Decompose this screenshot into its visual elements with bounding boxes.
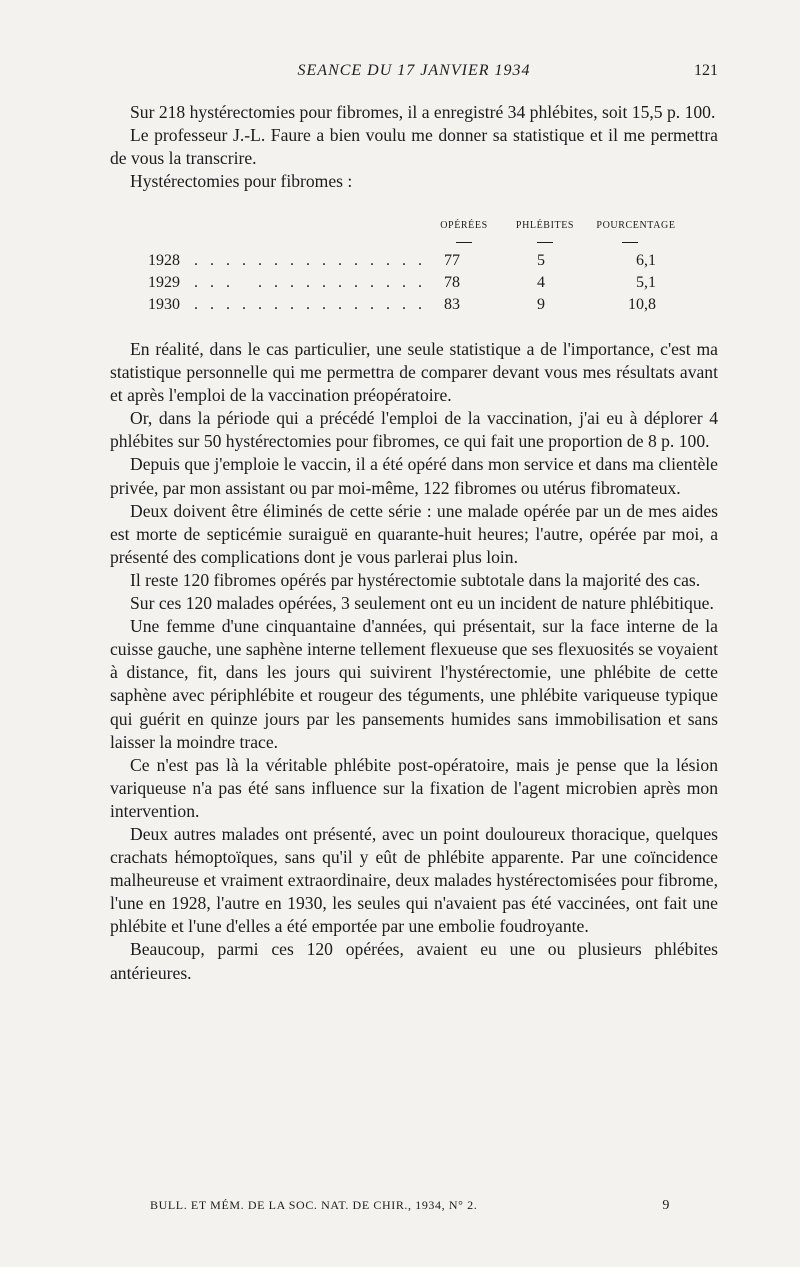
main-text <box>110 338 718 985</box>
paragraph: Il reste 120 fibromes opérés par hystérectomie subtotale dans la majorité des cas. <box>130 569 701 590</box>
leader-dots: . . . . . . . . . . . . . . . <box>194 252 426 269</box>
row-phlebites: 4 <box>537 274 545 291</box>
paragraph: Le professeur J.-L. Faure a bien voulu me donner sa statistique et il me permettra de vous la transcrire. <box>110 125 718 169</box>
row-pourcentage: 6,1 <box>636 252 656 269</box>
paragraph: Depuis que j'emploie le vaccin, il a été opéré dans mon service et dans ma clientèle privée, par mon assistant ou par moi-même, 122 fibromes ou utérus fibromateux. <box>110 454 718 498</box>
paragraph: Une femme d'une cinquantaine d'années, qui présentait, sur la face interne de la cuisse gauche, une saphène interne tellement flexueuse que ses flexuosités se voyaient à distance, fit, dans les jours qui suivirent l'hystérectomie, une phlébite de cette saphène avec périphlébite et rougeur des téguments, une phlébite variqueuse typique qui guérit en quinze jours par les pansements humides sans immobilisation et sans laisser la moindre trace. <box>110 616 718 752</box>
row-phlebites: 9 <box>537 296 545 313</box>
running-title: SEANCE DU 17 JANVIER 1934 <box>297 62 531 79</box>
row-pourcentage: 10,8 <box>628 296 656 313</box>
column-header-operees: OPÉRÉES <box>440 220 488 231</box>
column-rule <box>537 242 553 243</box>
table-row <box>110 252 718 274</box>
paragraph: En réalité, dans le cas particulier, une seule statistique a de l'importance, c'est ma statistique personnelle qui me permettra de comparer devant vous mes résultats avant et après l'emploi de la vaccination préopératoire. <box>110 339 718 406</box>
row-operees: 77 <box>444 252 460 269</box>
leader-dots: . . . . . . . . . . . . . . . <box>194 296 426 313</box>
row-pourcentage: 5,1 <box>636 274 656 291</box>
row-operees: 78 <box>444 274 460 291</box>
signature-mark: 9 <box>662 1198 670 1213</box>
row-year: 1930 <box>148 296 180 313</box>
footer <box>150 1198 670 1218</box>
intro-text <box>110 101 718 193</box>
running-head <box>110 60 718 84</box>
table-row <box>110 274 718 296</box>
paragraph: Sur 218 hystérectomies pour fibromes, il a enregistré 34 phlébites, soit 15,5 p. 100. <box>130 102 716 122</box>
row-year: 1928 <box>148 252 180 269</box>
paragraph: Deux doivent être éliminés de cette série : une malade opérée par un de mes aides est morte de septicémie suraiguë en quarante-huit heures; l'autre, opérée par moi, a présenté des complications dont je vous parlerai plus loin. <box>110 500 718 567</box>
page-number: 121 <box>694 62 718 79</box>
paragraph: Ce n'est pas là la véritable phlébite post-opératoire, mais je pense que la lésion variqueuse n'a pas été sans influence sur la fixation de l'agent microbien après mon intervention. <box>110 754 718 821</box>
column-header-pourcentage: POURCENTAGE <box>596 220 676 231</box>
row-year: 1929 <box>148 274 180 291</box>
leader-dots: . . . . . . . . . . . . . . <box>194 274 426 291</box>
row-phlebites: 5 <box>537 252 545 269</box>
paragraph: Or, dans la période qui a précédé l'emploi de la vaccination, j'ai eu à déplorer 4 phlébites sur 50 hystérectomies pour fibromes, ce qui fait une proportion de 8 p. 100. <box>110 408 718 452</box>
column-header-phlebites: PHLÉBITES <box>515 220 575 231</box>
table-row <box>110 296 718 318</box>
paragraph: Beaucoup, parmi ces 120 opérées, avaient eu une ou plusieurs phlébites antérieures. <box>110 939 718 983</box>
table-caption: Hystérectomies pour fibromes : <box>130 171 353 192</box>
row-operees: 83 <box>444 296 460 313</box>
paragraph: Sur ces 120 malades opérées, 3 seulement ont eu un incident de nature phlébitique. <box>130 593 714 614</box>
column-rule <box>622 242 638 243</box>
paragraph: Deux autres malades ont présenté, avec un point douloureux thoracique, quelques crachats hémoptoïques, sans qu'il y eût de phlébite apparente. Par une coïncidence malheureuse et vraiment extraordinaire, deux malades hystérectomisées pour fibrome, l'une en 1928, l'autre en 1930, les seules qui n'avaient pas été vaccinées, ont fait une phlébite et l'une d'elles a été emportée par une embolie foudroyante. <box>110 823 718 937</box>
footer-citation: BULL. ET MÉM. DE LA SOC. NAT. DE CHIR., 1934, N° 2. <box>150 1198 478 1212</box>
column-rule <box>456 242 472 243</box>
